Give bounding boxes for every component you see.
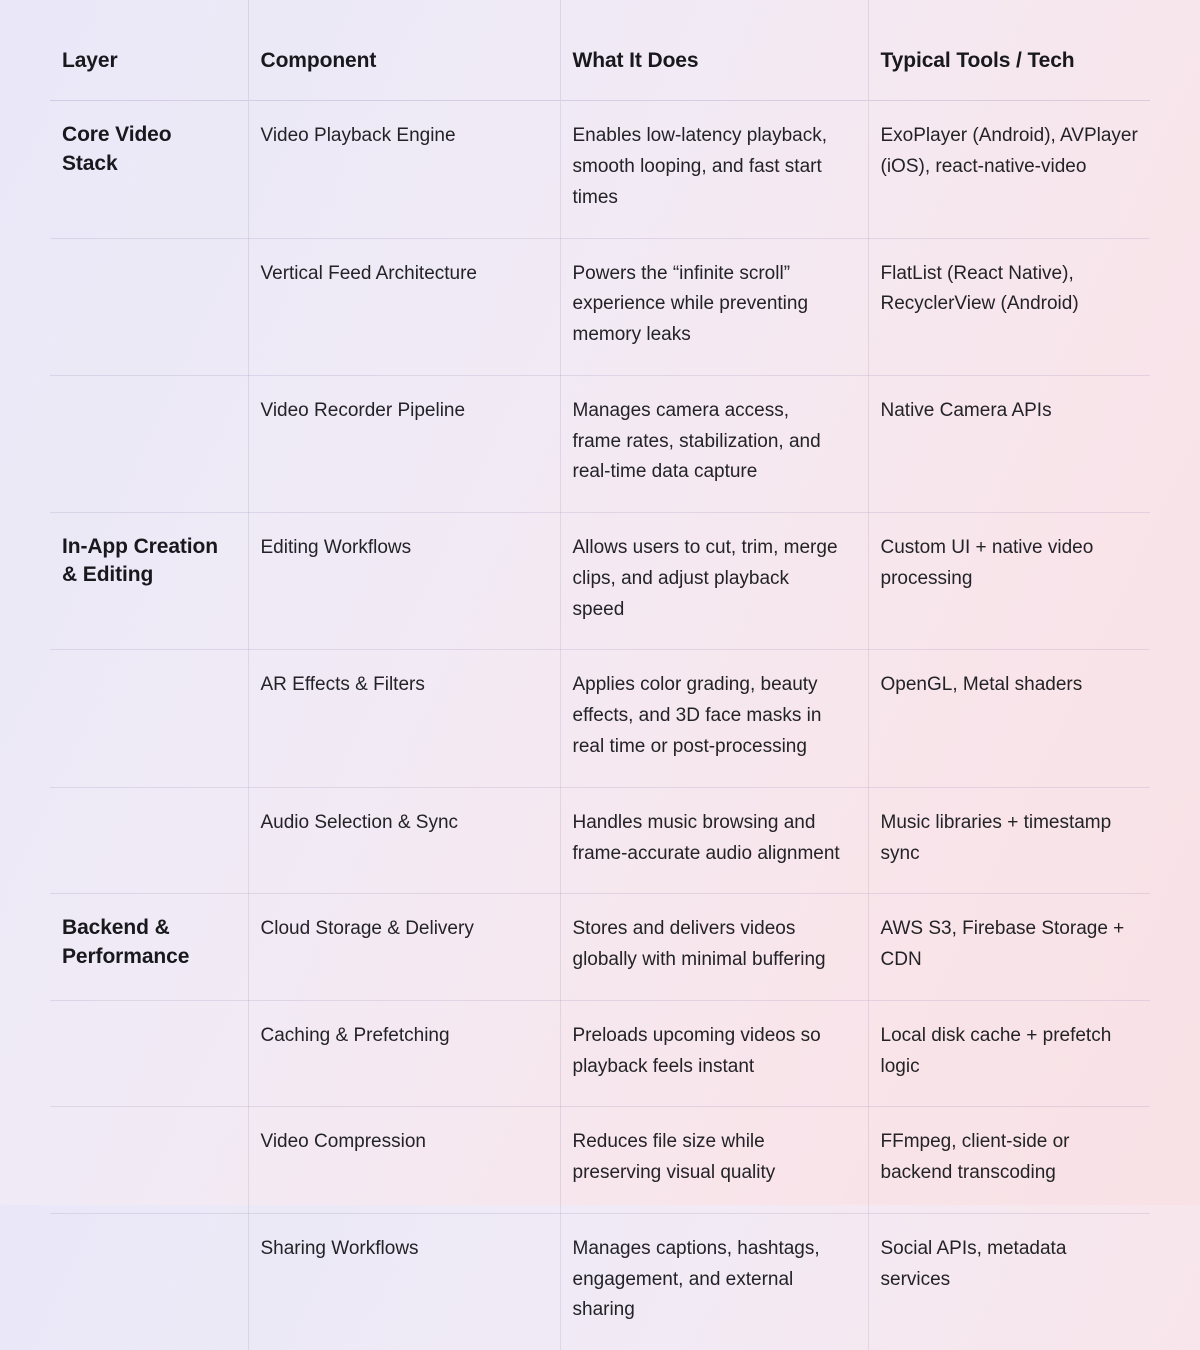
- typical-tools-text: OpenGL, Metal shaders: [880, 674, 1083, 696]
- component-text: Sharing Workflows: [260, 1237, 419, 1259]
- what-it-does-text: Manages camera access, frame rates, stabilization, and real-time data capture: [572, 399, 821, 483]
- what-it-does-text: Powers the “infinite scroll” experience while preventing memory leaks: [572, 262, 809, 346]
- cell-component: [248, 238, 560, 375]
- table-row: [50, 894, 1150, 1001]
- column-header-component: Component: [248, 0, 560, 101]
- cell-layer: [50, 1000, 248, 1107]
- cell-typical-tools: [868, 375, 1150, 512]
- cell-typical-tools: [868, 894, 1150, 1001]
- table-row: [50, 1107, 1150, 1214]
- cell-layer: [50, 375, 248, 512]
- typical-tools-text: Music libraries + timestamp sync: [880, 811, 1112, 864]
- typical-tools-text: Native Camera APIs: [880, 399, 1052, 421]
- cell-layer: [50, 650, 248, 787]
- cell-component: [248, 1000, 560, 1107]
- cell-layer: [50, 1213, 248, 1350]
- header-row: [50, 0, 1150, 101]
- cell-layer: [50, 238, 248, 375]
- cell-what-it-does: [560, 787, 868, 894]
- cell-layer: [50, 513, 248, 650]
- table-row: [50, 1213, 1150, 1350]
- component-text: Caching & Prefetching: [260, 1024, 450, 1046]
- cell-component: [248, 1213, 560, 1350]
- component-text: AR Effects & Filters: [260, 674, 425, 696]
- cell-what-it-does: [560, 1107, 868, 1214]
- cell-what-it-does: [560, 513, 868, 650]
- table-row: [50, 238, 1150, 375]
- what-it-does-text: Applies color grading, beauty effects, and 3D face masks in real time or post-processing: [572, 674, 822, 757]
- cell-typical-tools: [868, 1213, 1150, 1350]
- cell-component: [248, 513, 560, 650]
- layer-text: Core Video Stack: [62, 123, 172, 175]
- what-it-does-text: Manages captions, hashtags, engagement, and external sharing: [572, 1237, 820, 1321]
- table-header: [50, 0, 1150, 101]
- column-header-layer: Layer: [50, 0, 248, 101]
- cell-layer: [50, 787, 248, 894]
- table-row: [50, 375, 1150, 512]
- typical-tools-text: Local disk cache + prefetch logic: [880, 1024, 1112, 1077]
- what-it-does-text: Handles music browsing and frame-accurate audio alignment: [572, 811, 840, 864]
- cell-what-it-does: [560, 650, 868, 787]
- component-text: Video Playback Engine: [260, 125, 456, 147]
- cell-layer: [50, 894, 248, 1001]
- table-row: [50, 101, 1150, 238]
- component-text: Editing Workflows: [260, 537, 412, 559]
- component-text: Audio Selection & Sync: [260, 811, 459, 833]
- cell-what-it-does: [560, 101, 868, 238]
- what-it-does-text: Allows users to cut, trim, merge clips, and adjust playback speed: [572, 537, 838, 620]
- component-text: Cloud Storage & Delivery: [260, 918, 474, 940]
- typical-tools-text: FFmpeg, client-side or backend transcoding: [880, 1131, 1070, 1184]
- cell-typical-tools: [868, 1000, 1150, 1107]
- table-row: [50, 513, 1150, 650]
- table-row: [50, 1000, 1150, 1107]
- column-header-does: What It Does: [560, 0, 868, 101]
- typical-tools-text: Custom UI + native video processing: [880, 537, 1094, 589]
- cell-typical-tools: [868, 101, 1150, 238]
- cell-layer: [50, 101, 248, 238]
- cell-what-it-does: [560, 375, 868, 512]
- cell-component: [248, 787, 560, 894]
- table-row: [50, 650, 1150, 787]
- typical-tools-text: AWS S3, Firebase Storage + CDN: [880, 918, 1125, 971]
- architecture-table: [50, 0, 1150, 1350]
- layer-text: In-App Creation & Editing: [62, 535, 218, 587]
- component-text: Video Compression: [260, 1131, 426, 1153]
- component-text: Vertical Feed Architecture: [260, 262, 477, 284]
- cell-typical-tools: [868, 238, 1150, 375]
- cell-typical-tools: [868, 1107, 1150, 1214]
- cell-what-it-does: [560, 1213, 868, 1350]
- layer-text: Backend & Performance: [62, 916, 190, 968]
- cell-what-it-does: [560, 894, 868, 1001]
- cell-typical-tools: [868, 650, 1150, 787]
- cell-component: [248, 650, 560, 787]
- typical-tools-text: Social APIs, metadata services: [880, 1237, 1067, 1290]
- cell-component: [248, 894, 560, 1001]
- typical-tools-text: ExoPlayer (Android), AVPlayer (iOS), react-native-video: [880, 125, 1138, 178]
- component-text: Video Recorder Pipeline: [260, 399, 466, 421]
- table-body: [50, 101, 1150, 1350]
- cell-component: [248, 101, 560, 238]
- cell-what-it-does: [560, 238, 868, 375]
- cell-what-it-does: [560, 1000, 868, 1107]
- what-it-does-text: Stores and delivers videos globally with minimal buffering: [572, 918, 826, 971]
- what-it-does-text: Reduces file size while preserving visual quality: [572, 1131, 776, 1184]
- what-it-does-text: Preloads upcoming videos so playback feels instant: [572, 1024, 821, 1077]
- cell-component: [248, 375, 560, 512]
- cell-typical-tools: [868, 513, 1150, 650]
- what-it-does-text: Enables low-latency playback, smooth looping, and fast start times: [572, 125, 828, 208]
- cell-component: [248, 1107, 560, 1214]
- cell-typical-tools: [868, 787, 1150, 894]
- typical-tools-text: FlatList (React Native), RecyclerView (Android): [880, 262, 1079, 315]
- column-header-tools: Typical Tools / Tech: [880, 49, 1075, 72]
- table-row: [50, 787, 1150, 894]
- cell-layer: [50, 1107, 248, 1214]
